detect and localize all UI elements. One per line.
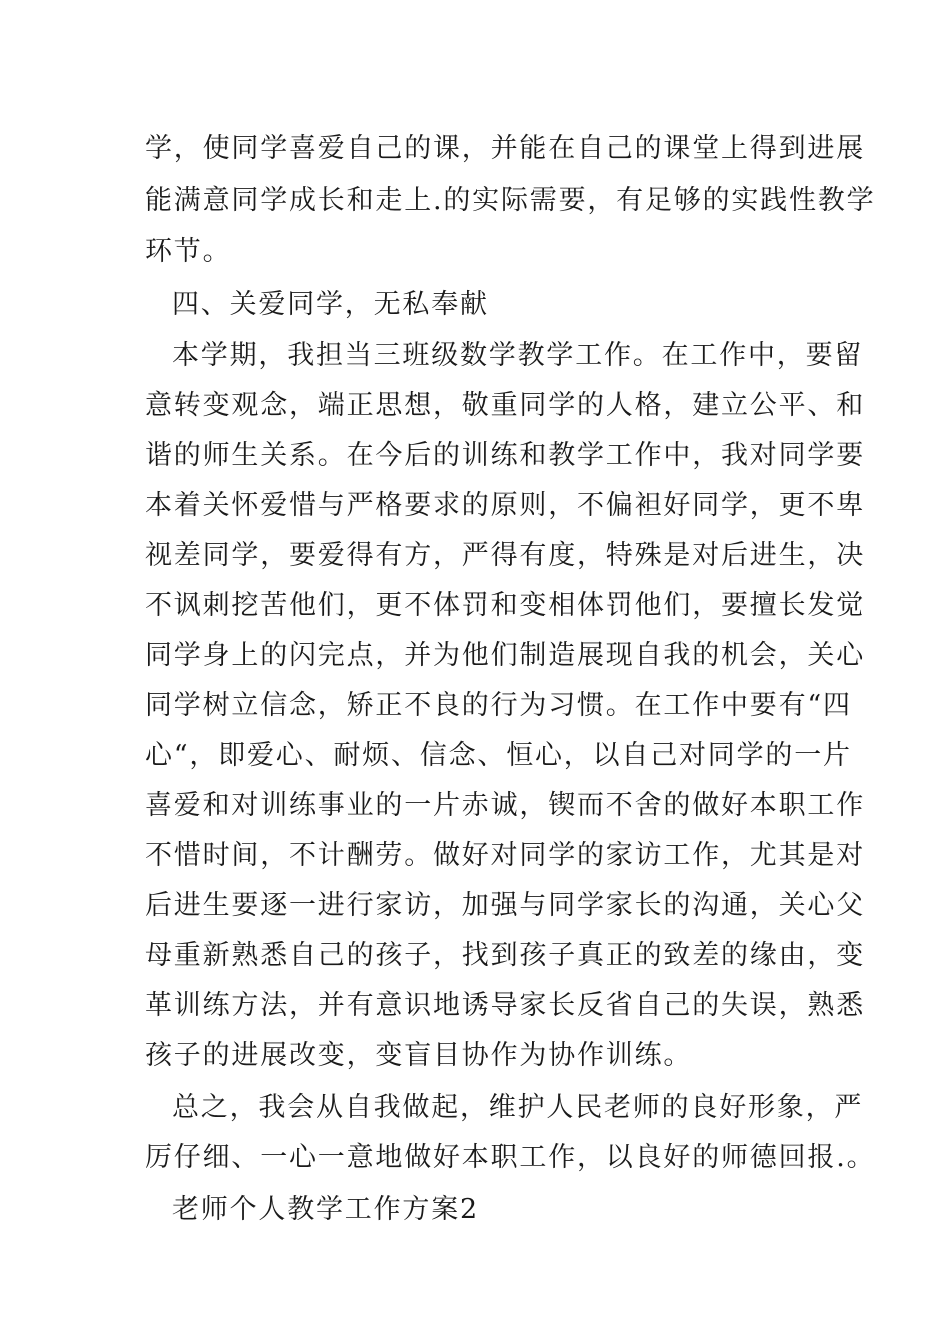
text-line: 不讽刺挖苦他们，更不体罚和变相体罚他们，要擅长发觉	[145, 590, 865, 621]
text-line: 厉仔细、一心一意地做好本职工作，以良好的师德回报.。	[145, 1142, 876, 1173]
text-line: 谐的师生关系。在今后的训练和教学工作中，我对同学要	[145, 440, 865, 471]
text-line: 同学树立信念，矫正不良的行为习惯。在工作中要有“四	[145, 690, 852, 721]
section-title: 老师个人教学工作方案2	[172, 1194, 479, 1225]
text-line: 意转变观念，端正思想，敬重同学的人格，建立公平、和	[145, 390, 865, 421]
text-line: 喜爱和对训练事业的一片赤诚，锲而不舍的做好本职工作	[145, 790, 865, 821]
text-line: 母重新熟悉自己的孩子，找到孩子真正的致差的缘由，变	[145, 940, 865, 971]
text-line: 环节。	[145, 236, 232, 267]
text-line: 能满意同学成长和走上.的实际需要，有足够的实践性教学	[145, 185, 876, 216]
text-line: 孩子的进展改变，变盲目协作为协作训练。	[145, 1040, 693, 1071]
text-line: 同学身上的闪完点，并为他们制造展现自我的机会，关心	[145, 640, 865, 671]
text-line: 本着关怀爱惜与严格要求的原则，不偏袒好同学，更不卑	[145, 490, 865, 521]
text-line: 不惜时间，不计酬劳。做好对同学的家访工作，尤其是对	[145, 840, 865, 871]
section-heading: 四、关爱同学，无私奉献	[172, 289, 489, 320]
paragraph-first-line: 本学期，我担当三班级数学教学工作。在工作中，要留	[172, 340, 864, 371]
text-line: 后进生要逐一进行家访，加强与同学家长的沟通，关心父	[145, 890, 865, 921]
paragraph-first-line: 总之，我会从自我做起，维护人民老师的良好形象，严	[172, 1092, 864, 1123]
text-line: 心“，即爱心、耐烦、信念、恒心，以自己对同学的一片	[145, 740, 852, 771]
text-line: 学，使同学喜爱自己的课，并能在自己的课堂上得到进展	[145, 133, 865, 164]
text-line: 视差同学，要爱得有方，严得有度，特殊是对后进生，决	[145, 540, 865, 571]
text-line: 革训练方法，并有意识地诱导家长反省自己的失误，熟悉	[145, 990, 865, 1021]
